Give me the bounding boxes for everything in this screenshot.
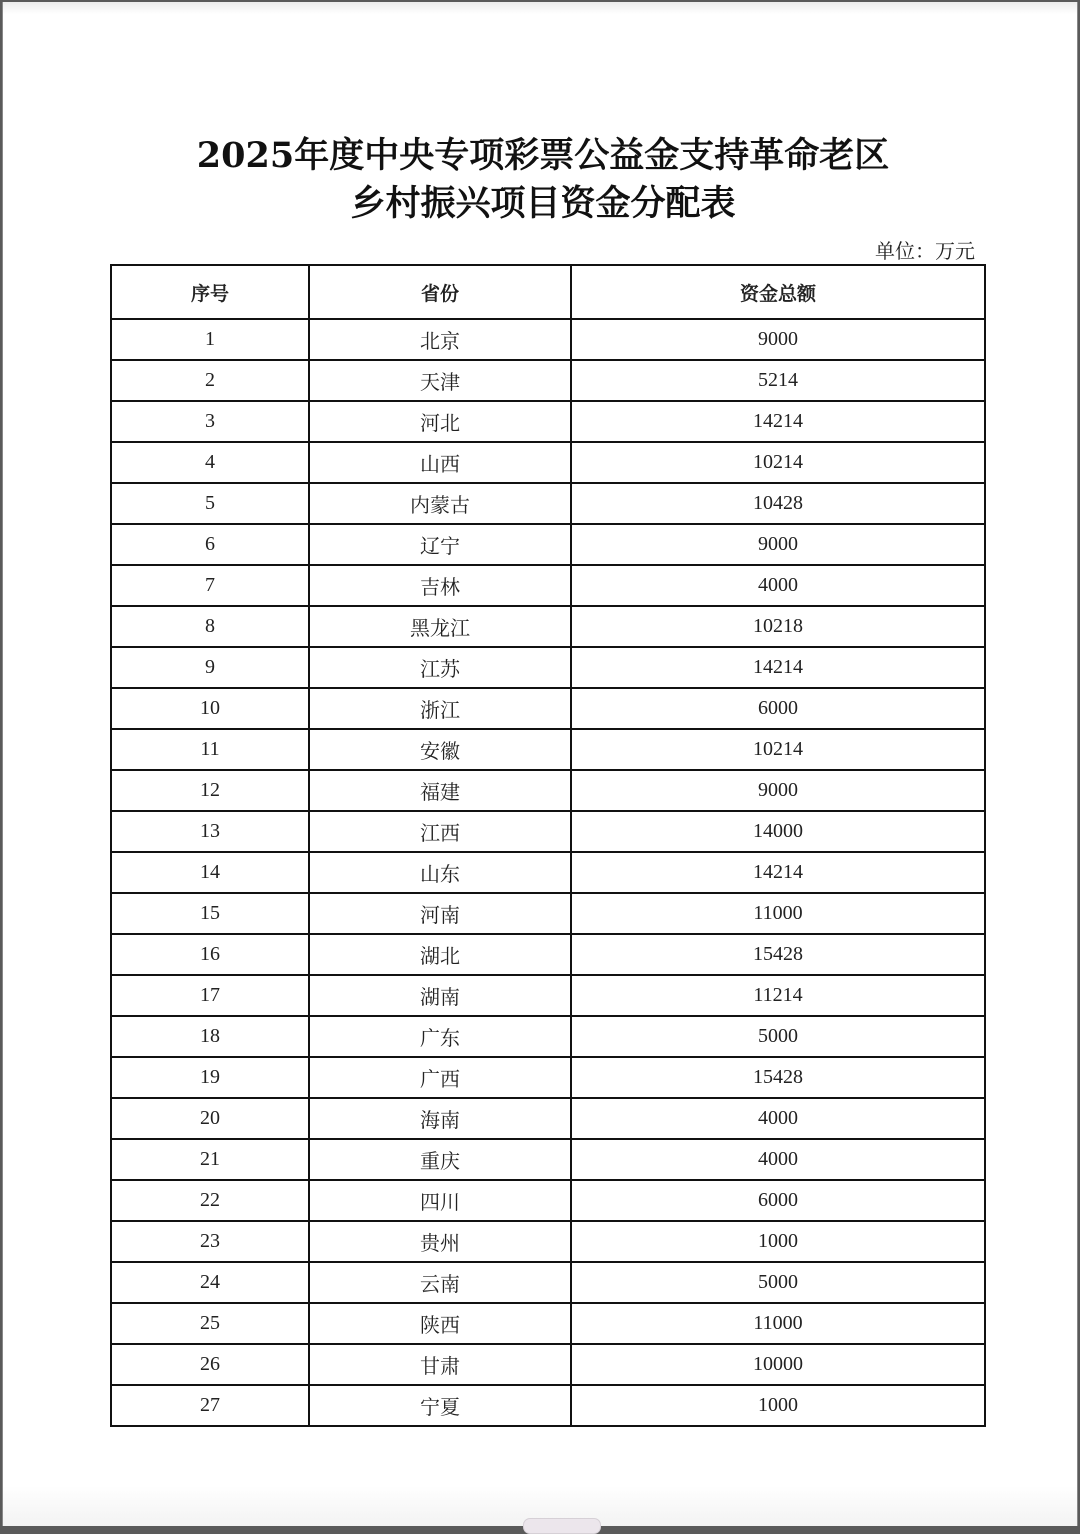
cell-amount: 10214: [571, 729, 985, 770]
cell-no: 18: [111, 1016, 309, 1057]
header-province: 省份: [309, 265, 571, 319]
cell-province: 江西: [309, 811, 571, 852]
cell-province: 甘肃: [309, 1344, 571, 1385]
cell-amount: 6000: [571, 1180, 985, 1221]
cell-no: 20: [111, 1098, 309, 1139]
cell-province: 宁夏: [309, 1385, 571, 1426]
cell-no: 8: [111, 606, 309, 647]
cell-no: 13: [111, 811, 309, 852]
cell-amount: 14214: [571, 647, 985, 688]
table-header-row: [111, 265, 985, 319]
cell-province: 陕西: [309, 1303, 571, 1344]
document-title-line-1: 2025年度中央专项彩票公益金支持革命老区: [196, 135, 890, 176]
cell-amount: 9000: [571, 319, 985, 360]
cell-amount: 6000: [571, 688, 985, 729]
table-row: [111, 524, 985, 565]
cell-province: 广西: [309, 1057, 571, 1098]
table-row: [111, 934, 985, 975]
table-row: [111, 1262, 985, 1303]
cell-amount: 1000: [571, 1385, 985, 1426]
cell-province: 北京: [309, 319, 571, 360]
cell-no: 4: [111, 442, 309, 483]
cell-no: 25: [111, 1303, 309, 1344]
cell-province: 内蒙古: [309, 483, 571, 524]
cell-no: 11: [111, 729, 309, 770]
table-row: [111, 1221, 985, 1262]
cell-province: 云南: [309, 1262, 571, 1303]
cell-no: 2: [111, 360, 309, 401]
cell-no: 21: [111, 1139, 309, 1180]
cell-no: 5: [111, 483, 309, 524]
cell-amount: 10214: [571, 442, 985, 483]
table-row: [111, 1344, 985, 1385]
cell-no: 7: [111, 565, 309, 606]
cell-province: 辽宁: [309, 524, 571, 565]
table-row: [111, 647, 985, 688]
header-amount: 资金总额: [571, 265, 985, 319]
cell-amount: 11000: [571, 893, 985, 934]
table-row: [111, 1180, 985, 1221]
cell-province: 湖南: [309, 975, 571, 1016]
table-row: [111, 975, 985, 1016]
cell-province: 重庆: [309, 1139, 571, 1180]
cell-amount: 11214: [571, 975, 985, 1016]
table-row: [111, 1098, 985, 1139]
table-row: [111, 319, 985, 360]
cell-amount: 11000: [571, 1303, 985, 1344]
cell-no: 6: [111, 524, 309, 565]
header-no: 序号: [111, 265, 309, 319]
cell-province: 山西: [309, 442, 571, 483]
table-row: [111, 852, 985, 893]
table-row: [111, 1303, 985, 1344]
cell-no: 12: [111, 770, 309, 811]
cell-amount: 10218: [571, 606, 985, 647]
table-row: [111, 1139, 985, 1180]
unit-label: 单位：万元: [875, 239, 975, 263]
cell-amount: 5214: [571, 360, 985, 401]
cell-amount: 9000: [571, 524, 985, 565]
table-row: [111, 1385, 985, 1426]
cell-amount: 9000: [571, 770, 985, 811]
cell-amount: 14214: [571, 401, 985, 442]
cell-no: 1: [111, 319, 309, 360]
table-row: [111, 565, 985, 606]
document-page: [2, 2, 1078, 1526]
cell-province: 河南: [309, 893, 571, 934]
cell-province: 吉林: [309, 565, 571, 606]
table-row: [111, 401, 985, 442]
cell-amount: 10428: [571, 483, 985, 524]
cell-no: 27: [111, 1385, 309, 1426]
table-row: [111, 770, 985, 811]
cell-no: 23: [111, 1221, 309, 1262]
table-row: [111, 729, 985, 770]
page-scroll-handle[interactable]: [523, 1518, 601, 1534]
cell-province: 四川: [309, 1180, 571, 1221]
cell-province: 湖北: [309, 934, 571, 975]
cell-amount: 4000: [571, 1139, 985, 1180]
cell-no: 9: [111, 647, 309, 688]
cell-amount: 5000: [571, 1016, 985, 1057]
cell-amount: 4000: [571, 565, 985, 606]
cell-province: 山东: [309, 852, 571, 893]
table-row: [111, 442, 985, 483]
cell-amount: 14214: [571, 852, 985, 893]
cell-no: 26: [111, 1344, 309, 1385]
allocation-table: [110, 264, 986, 1427]
cell-no: 19: [111, 1057, 309, 1098]
cell-province: 河北: [309, 401, 571, 442]
cell-no: 22: [111, 1180, 309, 1221]
cell-no: 16: [111, 934, 309, 975]
cell-no: 17: [111, 975, 309, 1016]
cell-province: 天津: [309, 360, 571, 401]
cell-amount: 15428: [571, 1057, 985, 1098]
cell-no: 24: [111, 1262, 309, 1303]
table-row: [111, 1057, 985, 1098]
table-row: [111, 483, 985, 524]
cell-province: 安徽: [309, 729, 571, 770]
table-row: [111, 811, 985, 852]
cell-no: 15: [111, 893, 309, 934]
table-row: [111, 893, 985, 934]
cell-amount: 1000: [571, 1221, 985, 1262]
table-row: [111, 606, 985, 647]
cell-province: 福建: [309, 770, 571, 811]
cell-no: 14: [111, 852, 309, 893]
document-title-line-2: 乡村振兴项目资金分配表: [350, 183, 736, 224]
cell-province: 海南: [309, 1098, 571, 1139]
cell-province: 广东: [309, 1016, 571, 1057]
table-row: [111, 1016, 985, 1057]
cell-amount: 5000: [571, 1262, 985, 1303]
cell-amount: 10000: [571, 1344, 985, 1385]
cell-no: 10: [111, 688, 309, 729]
table-row: [111, 360, 985, 401]
cell-province: 黑龙江: [309, 606, 571, 647]
cell-province: 江苏: [309, 647, 571, 688]
cell-amount: 15428: [571, 934, 985, 975]
cell-amount: 4000: [571, 1098, 985, 1139]
cell-province: 浙江: [309, 688, 571, 729]
cell-no: 3: [111, 401, 309, 442]
cell-amount: 14000: [571, 811, 985, 852]
table-row: [111, 688, 985, 729]
cell-province: 贵州: [309, 1221, 571, 1262]
